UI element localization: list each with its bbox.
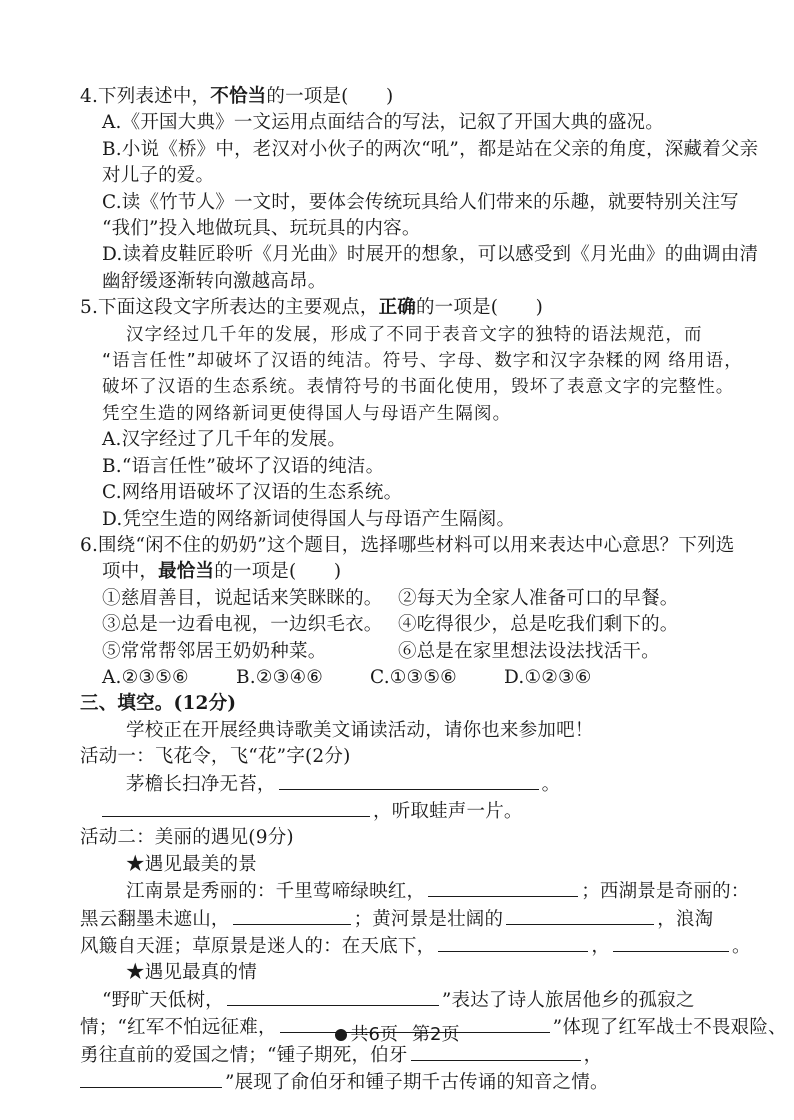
- section-3-title: 三、填空。(12分): [80, 693, 237, 715]
- q4-option-b-line2: 对儿子的爱。: [102, 165, 215, 187]
- q6-materials-row2: [80, 612, 754, 638]
- activity-1-line1: 茅檐长扫净无苔， 。: [80, 771, 754, 798]
- q5-option-c: C.网络用语破坏了汉语的生态系统。: [102, 482, 403, 504]
- q4-option-b-line1: B.小说《桥》中，老汉对小伙子的两次“吼”，都是站在父亲的角度，深藏着父亲: [102, 138, 759, 160]
- activity-2-sub-2: ★遇见最真的情: [126, 962, 257, 984]
- q4-stem: 4.下列表述中，不恰当的一项是( ): [80, 86, 394, 107]
- activity-2-title: 活动二：美丽的遇见(9分): [80, 827, 294, 849]
- q6-materials-row1: [80, 586, 754, 612]
- activity-2-line1: 江南景是秀丽的：千里莺啼绿映红， ；西湖景是奇丽的：: [80, 878, 754, 905]
- answer-blank[interactable]: [233, 906, 351, 925]
- answer-blank[interactable]: [506, 906, 654, 925]
- q5-option-d: D.凭空生造的网络新词使得国人与母语产生隔阂。: [102, 508, 516, 530]
- q4-option-d-line2: 幽舒缓逐渐转向激越高昂。: [102, 270, 327, 292]
- q6-material-1: ①慈眉善目，说起话来笑眯眯的。: [102, 587, 383, 609]
- q6-options: [80, 665, 754, 691]
- total-pages: 共6页: [350, 1024, 398, 1045]
- answer-blank[interactable]: [428, 878, 578, 897]
- bullet-dot-icon: [335, 1029, 347, 1041]
- activity-2-line5: 情；“红军不怕远征难， ”体现了红军战士不畏艰险、: [80, 1014, 754, 1041]
- q6-stem-line1: 6.围绕“闲不住的奶奶”这个题目，选择哪些材料可以用来表达中心意思？下列选: [80, 534, 735, 556]
- q5-stem: 5.下面这段文字所表达的主要观点，正确的一项是( ): [80, 297, 544, 319]
- q5-option-b: B.“语言任性”破坏了汉语的纯洁。: [102, 455, 385, 477]
- activity-2-line2: 黑云翻墨未遮山， ；黄河景是壮阔的 ，浪淘: [80, 906, 754, 933]
- q6-option-b: B.②③④⑥: [236, 666, 324, 688]
- q6-material-5: ⑤常常帮邻居王奶奶种菜。: [102, 640, 327, 662]
- q6-material-6: ⑥总是在家里想法设法找活干。: [398, 640, 660, 662]
- q5-passage-line4: 凭空生造的网络新词更使得国人与母语产生隔阂。: [102, 403, 512, 424]
- current-page: 第2页: [412, 1024, 460, 1045]
- q4-option-c-line2: “我们”投入地做玩具、玩玩具的内容。: [102, 218, 421, 240]
- activity-2-line6: 勇往直前的爱国之情；“锺子期死，伯牙 ，: [80, 1042, 754, 1069]
- activity-1-line2: ，听取蛙声一片。: [80, 798, 754, 825]
- q4-option-c-line1: C.读《竹节人》一文时，要体会传统玩具给人们带来的乐趣，就要特别关注写: [102, 191, 739, 213]
- q5-passage-line2: “语言任性”却破坏了汉语的纯洁。符号、字母、数字和汉字杂糅的网 络用语，: [102, 351, 743, 372]
- activity-2-line7: ”展现了俞伯牙和锺子期千古传诵的知音之情。: [80, 1069, 754, 1096]
- activity-2-line4: “野旷天低树， ”表达了诗人旅居他乡的孤寂之: [80, 987, 754, 1014]
- answer-blank[interactable]: [438, 933, 588, 952]
- q5-option-a: A.汉字经过了几千年的发展。: [102, 429, 347, 451]
- q5-passage-line3: 破坏了汉语的生态系统。表情符号的书面化使用，毁坏了表意文字的完整性。: [102, 377, 735, 398]
- q6-material-4: ④吃得很少，总是吃我们剩下的。: [398, 614, 679, 636]
- q6-material-2: ②每天为全家人准备可口的早餐。: [398, 587, 679, 609]
- q6-material-3: ③总是一边看电视，一边织毛衣。: [102, 614, 383, 636]
- answer-blank[interactable]: [227, 987, 439, 1006]
- activity-1-title: 活动一：飞花令，飞“花”字(2分): [80, 746, 351, 768]
- q6-option-a: A.②③⑤⑥: [102, 666, 189, 688]
- q6-option-d: D.①②③⑥: [504, 666, 592, 688]
- section-3-intro: 学校正在开展经典诗歌美文诵读活动，请你也来参加吧！: [126, 719, 594, 741]
- q5-passage-line1: 汉字经过几千年的发展，形成了不同于表音文字的独特的语法规范，而: [126, 324, 703, 345]
- answer-blank[interactable]: [102, 798, 370, 817]
- activity-2-line3: 风簸自天涯；草原景是迷人的：在天底下， ， 。: [80, 933, 754, 960]
- page-footer: [0, 1020, 794, 1046]
- q4-option-d-line1: D.读着皮鞋匠聆听《月光曲》时展开的想象，可以感受到《月光曲》的曲调由清: [102, 244, 759, 266]
- activity-2-sub-1: ★遇见最美的景: [126, 853, 257, 875]
- q4-option-a: A.《开国大典》一文运用点面结合的写法，记叙了开国大典的盛况。: [102, 112, 664, 134]
- answer-blank[interactable]: [279, 771, 539, 790]
- q6-materials-row3: [80, 639, 754, 665]
- answer-blank[interactable]: [613, 933, 729, 952]
- q6-stem-line2: 项中，最恰当的一项是( ): [102, 561, 342, 583]
- answer-blank[interactable]: [80, 1069, 222, 1088]
- q6-option-c: C.①③⑤⑥: [370, 666, 457, 688]
